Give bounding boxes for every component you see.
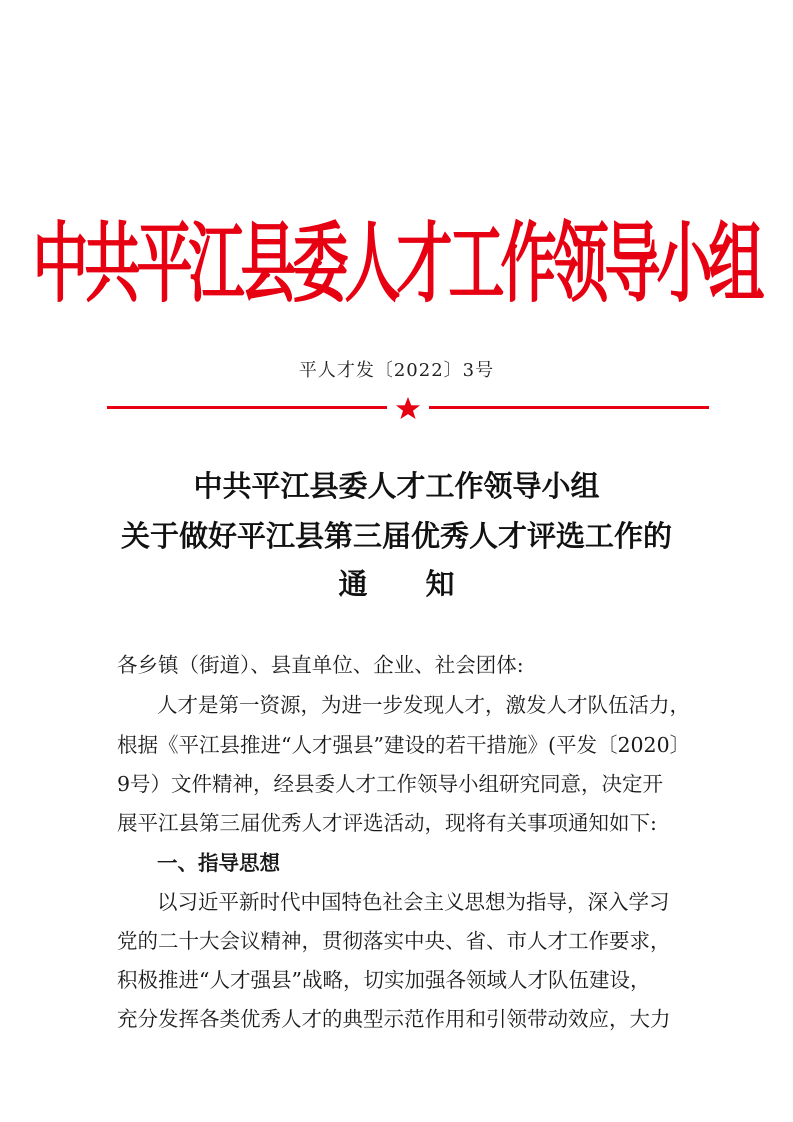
star-icon [394, 396, 422, 420]
org-title: 中共平江县委人才工作领导小组 [32, 213, 761, 316]
paragraph-1-line-2: 根据《平江县推进“人才强县”建设的若干措施》(平发〔2020〕 [117, 733, 691, 757]
paragraph-2-line-1: 以习近平新时代中国特色社会主义思想为指导，深入学习 [157, 890, 670, 914]
salutation: 各乡镇（街道）、县直单位、企业、社会团体: [117, 653, 524, 677]
paragraph-2-line-2: 党的二十大会议精神，贯彻落实中央、省、市人才工作要求， [117, 929, 671, 953]
notice-title-line-3 [0, 562, 793, 603]
paragraph-1-line-3: 9号）文件精神，经县委人才工作领导小组研究同意，决定开 [117, 772, 664, 796]
document-number: 平人才发〔2022〕3号 [298, 360, 495, 381]
notice-title-char-2: 知 [425, 567, 455, 601]
notice-title-line-2: 关于做好平江县第三届优秀人才评选工作的 [120, 519, 672, 553]
paragraph-2-line-4: 充分发挥各类优秀人才的典型示范作用和引领带动效应，大力 [117, 1007, 671, 1031]
paragraph-1-line-1: 人才是第一资源，为进一步发现人才，激发人才队伍活力， [157, 693, 690, 717]
notice-title-char-1: 通 [338, 567, 368, 601]
divider-line-left [107, 406, 387, 409]
section-heading-guiding-ideology: 一、指导思想 [157, 851, 280, 875]
paragraph-2-line-3: 积极推进“人才强县”战略，切实加强各领域人才队伍建设， [117, 968, 651, 992]
divider-line-right [429, 406, 709, 409]
red-divider [107, 396, 709, 420]
notice-title-line-1: 中共平江县委人才工作领导小组 [193, 469, 600, 503]
paragraph-1-line-4: 展平江县第三届优秀人才评选活动，现将有关事项通知如下: [117, 811, 657, 835]
